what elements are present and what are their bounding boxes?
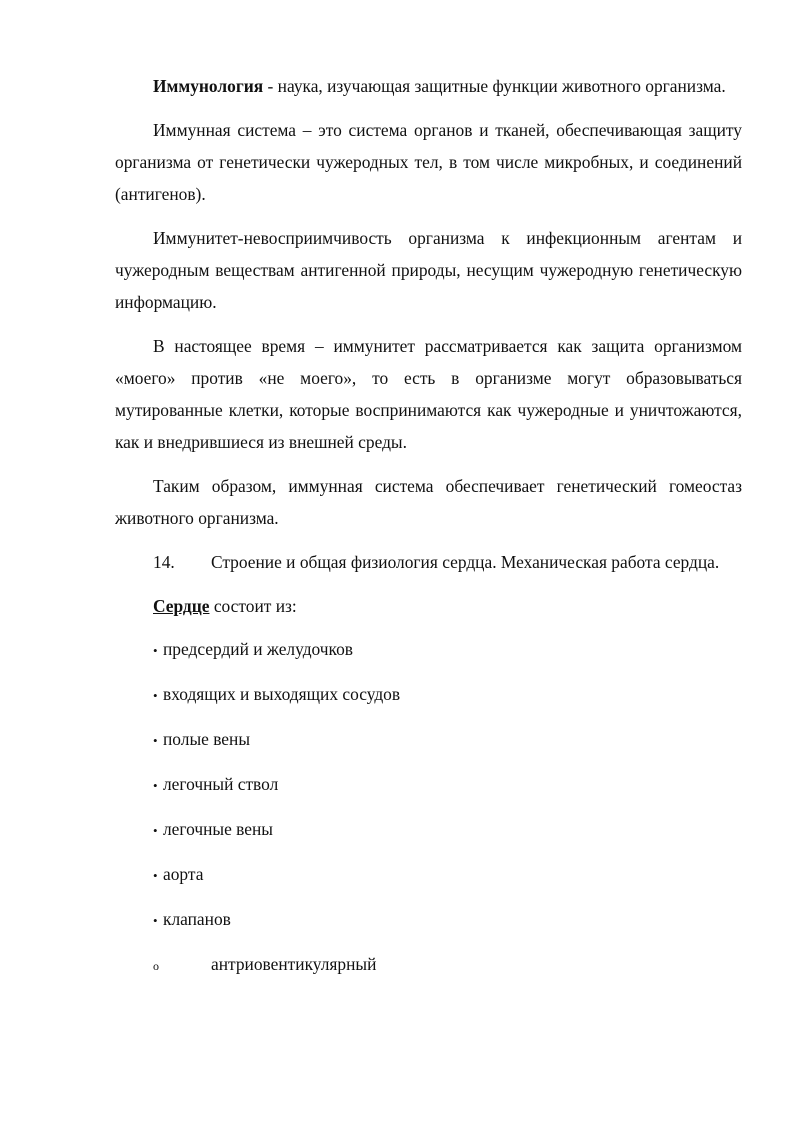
list-item <box>153 903 742 937</box>
term-heart: Сердце <box>153 596 210 616</box>
bullet-icon: • <box>153 823 158 838</box>
bullet-icon: • <box>153 913 158 928</box>
bullet-icon: • <box>153 733 158 748</box>
list-item-text: аорта <box>163 864 204 884</box>
heart-lead <box>115 590 742 622</box>
list-item-text: клапанов <box>163 909 231 929</box>
heart-parts-list <box>115 633 742 937</box>
term-immunology: Иммунология <box>153 76 264 96</box>
paragraph-immune-system: Иммунная система – это система органов и тканей, обеспечивающая защиту организма от генетически чужеродных тел, в том числе микробных, и соединений (антигенов). <box>115 120 742 204</box>
heart-lead-text: состоит из: <box>209 596 297 616</box>
list-item <box>153 723 742 757</box>
list-item-text: входящих и выходящих сосудов <box>163 684 401 704</box>
bullet-icon: • <box>153 688 158 703</box>
list-item <box>153 813 742 847</box>
list-item-text: полые вены <box>163 729 251 749</box>
document-page <box>115 70 742 982</box>
circle-bullet-icon: o <box>153 959 159 973</box>
bullet-icon: • <box>153 778 158 793</box>
paragraph-immunology <box>115 70 742 102</box>
section-title: Строение и общая физиология сердца. Механическая работа сердца. <box>211 552 720 572</box>
list-item <box>153 858 742 892</box>
list-item-text: легочные вены <box>163 819 273 839</box>
section-number: 14. <box>153 552 175 572</box>
list-item <box>153 678 742 712</box>
list-item <box>153 633 742 667</box>
paragraph-homeostasis: Таким образом, иммунная система обеспечивает генетический гомеостаз животного организма. <box>115 476 742 528</box>
paragraph-immunity: Иммунитет-невосприимчивость организма к инфекционным агентам и чужеродным веществам антигенной природы, несущим чужеродную генетическую информацию. <box>115 228 742 312</box>
paragraph-immunology-text: - наука, изучающая защитные функции животного организма. <box>263 76 726 96</box>
bullet-icon: • <box>153 868 158 883</box>
list-item-text: предсердий и желудочков <box>163 639 354 659</box>
sub-list-item <box>115 948 742 982</box>
sub-list-item-text: антриовентикулярный <box>211 954 377 974</box>
section-heading-14 <box>115 546 742 578</box>
bullet-icon: • <box>153 643 158 658</box>
list-item-text: легочный ствол <box>163 774 279 794</box>
paragraph-modern-view: В настоящее время – иммунитет рассматривается как защита организмом «моего» против «не моего», то есть в организме могут образовываться мутированные клетки, которые воспринимаются как чужеродные и уничтожаются, как и внедрившиеся из внешней среды. <box>115 336 742 452</box>
list-item <box>153 768 742 802</box>
